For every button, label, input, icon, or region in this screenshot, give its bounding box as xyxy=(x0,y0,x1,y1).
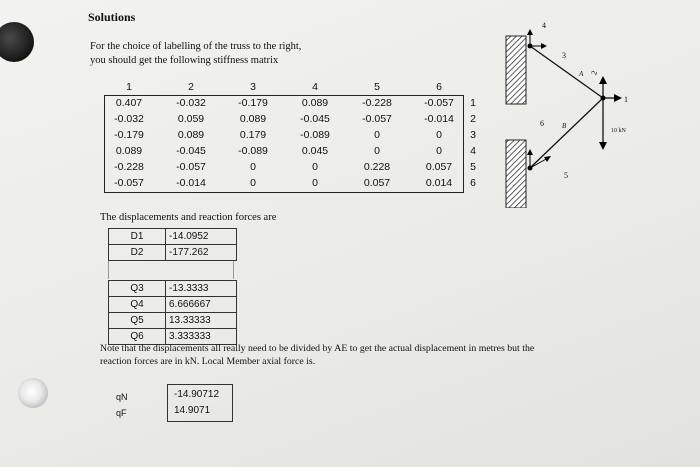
matrix-cell: 0.089 xyxy=(115,145,143,157)
row-index: 1 xyxy=(470,97,476,109)
matrix-col-header: 2 xyxy=(188,81,194,93)
note-line-1: Note that the displacements all really need to be divided by AE to get the actual displacement in metres but the xyxy=(100,343,535,354)
matrix-cell: 0 xyxy=(312,177,318,189)
axial-label-qf: qF xyxy=(116,408,127,418)
node-label-a: A xyxy=(579,70,584,78)
matrix-cell: -0.057 xyxy=(114,177,144,189)
matrix-cell: 0.045 xyxy=(301,145,329,157)
matrix-cell: 0 xyxy=(374,129,380,141)
matrix-row xyxy=(98,175,470,191)
note-line-2: reaction forces are in kN. Local Member axial force is. xyxy=(100,356,316,367)
table-row xyxy=(109,281,237,297)
matrix-header-row xyxy=(98,79,470,95)
reaction-value: 13.33333 xyxy=(166,313,237,329)
matrix-cell: -0.032 xyxy=(114,113,144,125)
disp-value: -14.0952 xyxy=(166,229,237,245)
wall-support-top xyxy=(506,36,526,104)
matrix-row xyxy=(98,159,470,175)
row-index: 2 xyxy=(470,113,476,125)
matrix-cell: 0.059 xyxy=(177,113,205,125)
displacement-table xyxy=(108,228,237,261)
dof-label-6: 6 xyxy=(540,119,544,128)
dof-label-5: 5 xyxy=(564,171,568,180)
reaction-label: Q6 xyxy=(109,329,166,345)
matrix-cell: -0.089 xyxy=(238,145,268,157)
load-label: 10 kN xyxy=(611,128,626,134)
row-index: 3 xyxy=(470,129,476,141)
axial-value-qf: 14.9071 xyxy=(174,405,211,416)
matrix-cell: 0.089 xyxy=(239,113,267,125)
matrix-cell: 0 xyxy=(250,177,256,189)
matrix-cell: 0 xyxy=(436,129,442,141)
matrix-cell: 0 xyxy=(312,161,318,173)
disp-value: -177.262 xyxy=(166,245,237,261)
wall-support-bottom xyxy=(506,140,526,208)
matrix-cell: 0.179 xyxy=(239,129,267,141)
reaction-table xyxy=(108,280,237,345)
table-row xyxy=(109,229,237,245)
matrix-col-header: 4 xyxy=(312,81,318,93)
matrix-cell: -0.045 xyxy=(176,145,206,157)
table-row xyxy=(109,313,237,329)
matrix-col-header: 6 xyxy=(436,81,442,93)
matrix-cell: -0.057 xyxy=(424,97,454,109)
matrix-cell: -0.057 xyxy=(176,161,206,173)
disp-label: D2 xyxy=(109,245,166,261)
matrix-cell: -0.228 xyxy=(114,161,144,173)
matrix-cell: -0.014 xyxy=(424,113,454,125)
stiffness-matrix xyxy=(98,79,470,191)
row-index: 6 xyxy=(470,177,476,189)
reaction-value: 6.666667 xyxy=(166,297,237,313)
dof-label-2: 2 xyxy=(589,69,600,77)
intro-line-2: you should get the following stiffness matrix xyxy=(90,55,279,66)
row-index: 4 xyxy=(470,145,476,157)
matrix-cell: -0.014 xyxy=(176,177,206,189)
binder-hole-top xyxy=(0,22,34,62)
dof-label-4: 4 xyxy=(542,21,546,30)
table-row xyxy=(109,297,237,313)
axial-label-qn: qN xyxy=(116,392,128,402)
matrix-col-header: 5 xyxy=(374,81,380,93)
displacements-heading: The displacements and reaction forces are xyxy=(100,212,277,223)
matrix-cell: -0.179 xyxy=(114,129,144,141)
axial-force-box xyxy=(167,384,233,422)
matrix-cell: -0.228 xyxy=(362,97,392,109)
matrix-cell: 0.089 xyxy=(177,129,205,141)
reaction-value: 3.333333 xyxy=(166,329,237,345)
matrix-cell: -0.089 xyxy=(300,129,330,141)
node-label-b: B xyxy=(562,122,567,130)
matrix-cell: 0.057 xyxy=(363,177,391,189)
intro-line-1: For the choice of labelling of the truss to the right, xyxy=(90,41,302,52)
matrix-cell: 0.228 xyxy=(363,161,391,173)
reaction-label: Q4 xyxy=(109,297,166,313)
dof-label-3: 3 xyxy=(562,51,566,60)
dof-label-1: 1 xyxy=(624,95,628,104)
matrix-cell: 0 xyxy=(250,161,256,173)
reaction-label: Q5 xyxy=(109,313,166,329)
page-title: Solutions xyxy=(88,10,136,24)
disp-label: D1 xyxy=(109,229,166,245)
axial-value-qn: -14.90712 xyxy=(174,389,220,400)
matrix-row xyxy=(98,127,470,143)
matrix-cell: 0.014 xyxy=(425,177,453,189)
matrix-row xyxy=(98,111,470,127)
matrix-cell: -0.032 xyxy=(176,97,206,109)
table-row xyxy=(109,245,237,261)
matrix-cell: 0 xyxy=(374,145,380,157)
matrix-row xyxy=(98,95,470,111)
matrix-col-header: 3 xyxy=(250,81,256,93)
binder-hole-bottom xyxy=(18,378,48,408)
reaction-value: -13.3333 xyxy=(166,281,237,297)
matrix-cell: 0.057 xyxy=(425,161,453,173)
truss-diagram xyxy=(500,18,640,208)
matrix-cell: 0.407 xyxy=(115,97,143,109)
matrix-row xyxy=(98,143,470,159)
spreadsheet-gridlines xyxy=(108,261,234,279)
matrix-cell: -0.057 xyxy=(362,113,392,125)
matrix-col-header: 1 xyxy=(126,81,132,93)
matrix-cell: 0 xyxy=(436,145,442,157)
member-b xyxy=(530,98,603,168)
matrix-row-indices xyxy=(466,95,480,191)
reaction-label: Q3 xyxy=(109,281,166,297)
matrix-cell: 0.089 xyxy=(301,97,329,109)
matrix-cell: -0.045 xyxy=(300,113,330,125)
row-index: 5 xyxy=(470,161,476,173)
matrix-cell: -0.179 xyxy=(238,97,268,109)
